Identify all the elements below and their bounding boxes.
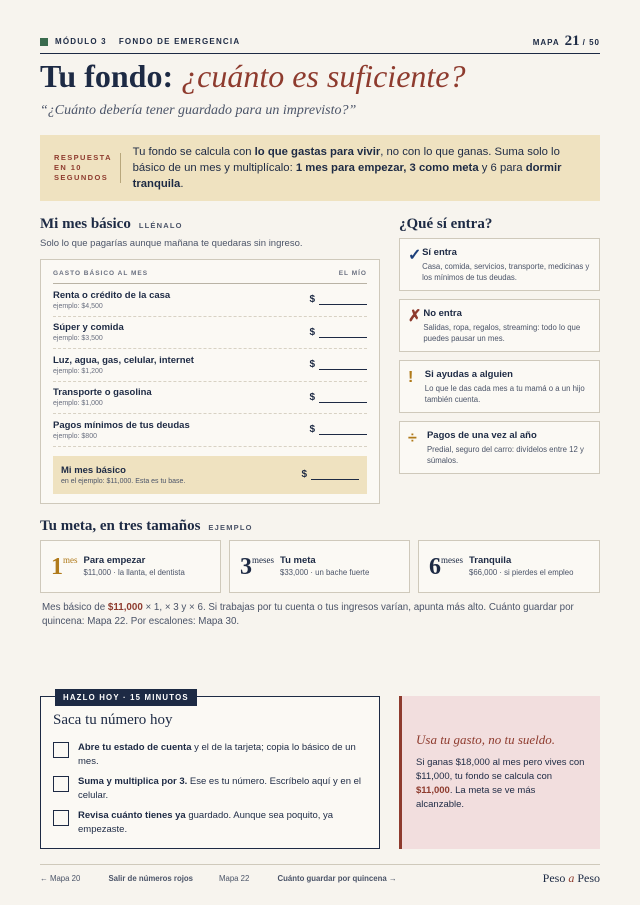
entra-card-desc: Lo que le das cada mes a tu mamá o a un hijo también cuenta. (424, 384, 585, 404)
next-map-link[interactable]: Mapa 22 Cuánto guardar por quincena → (218, 874, 397, 883)
amount-input[interactable] (309, 327, 367, 338)
currency-sign: $ (301, 469, 307, 480)
quick-answer-label: RESPUESTA EN 10 SEGUNDOS (54, 153, 121, 183)
goal-card-unit: meses (252, 555, 274, 565)
prev-map-link[interactable]: ← Mapa 20 Salir de números rojos (40, 874, 193, 883)
row-example: ejemplo: $1,000 (53, 400, 103, 408)
row-example: ejemplo: $800 (53, 432, 97, 440)
currency-sign: $ (309, 326, 315, 338)
goal-card-title: Tu meta (280, 555, 316, 566)
tip-callout (399, 696, 600, 849)
entra-card-title: Si ayudas a alguien (424, 369, 513, 380)
amount-line[interactable] (319, 424, 367, 435)
row-example: ejemplo: $4,500 (53, 302, 103, 310)
entra-card-help (399, 360, 600, 413)
checklist-item[interactable] (53, 809, 371, 837)
total-name: Mi mes básico (61, 464, 126, 476)
do-it-today-tag: HAZLO HOY · 15 MINUTOS (55, 689, 197, 706)
map-indicator (533, 33, 600, 50)
goal-card-unit: mes (63, 555, 78, 565)
entra-card-yes (399, 238, 600, 291)
checklist-text: Suma y multiplica por 3. Ese es tu número. Escríbelo aquí y en el celular. (78, 776, 362, 801)
amount-input[interactable] (309, 392, 367, 403)
amount-input[interactable] (309, 424, 367, 435)
checkbox[interactable] (53, 776, 69, 792)
title-italic: ¿cuánto es suficiente? (181, 58, 466, 94)
basic-month-subtitle: Solo lo que pagarías aunque mañana te quedaras sin ingreso. (40, 238, 303, 249)
basic-month-tag: LLÉNALO (138, 221, 183, 230)
row-name: Renta o crédito de la casa (53, 289, 171, 301)
amount-line[interactable] (311, 469, 359, 480)
goal-card-desc: $33,000 · un bache fuerte (280, 568, 370, 577)
module-square-icon (40, 38, 48, 46)
goal-card-desc: $66,000 · si pierdes el empleo (469, 568, 574, 577)
goal-card-3-months (229, 540, 410, 593)
column-header-expense: GASTO BÁSICO AL MES (53, 270, 149, 277)
goal-note: Mes básico de $11,000 × 1, × 3 y × 6. Si trabajas por tu cuenta o tus ingresos varían, apunta más alto. Cuánto guardar por quincena: Mapa 22. Por escalones: Mapa 30. (42, 602, 574, 627)
amount-line[interactable] (319, 327, 367, 338)
row-example: ejemplo: $1,200 (53, 367, 103, 375)
basic-month-title: Mi mes básico (40, 216, 131, 232)
cross-icon: ✗ (408, 308, 422, 325)
goal-card-6-months (418, 540, 600, 593)
map-number: 21 (564, 33, 580, 49)
basic-total-row (53, 456, 367, 494)
entra-card-title: Pagos de una vez al año (426, 430, 537, 441)
table-row (53, 414, 367, 447)
total-example: en el ejemplo: $11,000. Esta es tu base. (61, 477, 186, 485)
goal-card-number: 3 (240, 553, 252, 580)
checkbox[interactable] (53, 810, 69, 826)
row-example: ejemplo: $3,500 (53, 335, 103, 343)
page-footer (40, 864, 600, 886)
quick-answer-box (40, 135, 600, 201)
entra-card-title: Sí entra (422, 247, 457, 258)
goal-heading (40, 518, 253, 535)
table-row (53, 382, 367, 415)
goal-card-number: 1 (51, 553, 63, 580)
brand-logo: Peso a Peso (542, 871, 600, 885)
check-icon: ✓ (408, 247, 422, 264)
row-name: Súper y comida (53, 322, 124, 334)
page-title (40, 58, 465, 95)
goal-card-title: Para empezar (83, 555, 146, 566)
amount-line[interactable] (319, 392, 367, 403)
entra-card-desc: Predial, seguro del carro: divídelos entre 12 y súmalos. (426, 445, 584, 465)
do-it-today-title: Saca tu número hoy (53, 712, 173, 728)
table-row (53, 284, 367, 317)
goal-card-title: Tranquila (469, 555, 512, 566)
page-header (40, 34, 600, 54)
page-question: “¿Cuánto debería tener guardado para un imprevisto?” (40, 103, 357, 118)
amount-input[interactable] (309, 359, 367, 370)
basic-month-heading (40, 216, 183, 233)
goal-card-number: 6 (429, 553, 441, 580)
checklist-text: Revisa cuánto tienes ya guardado. Aunque sea poquito, ya empezaste. (78, 810, 334, 835)
table-row (53, 317, 367, 350)
goal-title: Tu meta, en tres tamaños (40, 518, 201, 534)
table-header (53, 270, 367, 284)
what-counts-heading: ¿Qué sí entra? (399, 216, 493, 232)
entra-card-yearly (399, 421, 600, 474)
checklist-item[interactable] (53, 741, 371, 769)
table-row (53, 349, 367, 382)
entra-card-no (399, 299, 600, 352)
goal-tag: EJEMPLO (208, 523, 253, 532)
basic-expenses-table (40, 259, 380, 504)
quick-answer-text: Tu fondo se calcula con lo que gastas para vivir, no con lo que ganas. Suma solo lo básico de un mes y multiplícalo: 1 mes para empezar, 3 como meta y 6 para dormir tranquila. (132, 146, 562, 190)
amount-input[interactable] (309, 294, 367, 305)
entra-card-title: No entra (423, 308, 462, 319)
tip-text: Si ganas $18,000 al mes pero vives con $11,000, tu fondo se calcula con $11,000. La meta se ve más alcanzable. (416, 757, 585, 810)
row-name: Transporte o gasolina (53, 387, 152, 399)
exclamation-icon: ! (408, 369, 414, 386)
entra-card-desc: Casa, comida, servicios, transporte, medicinas y los mínimos de tus deudas. (422, 262, 590, 282)
goal-card-1-month (40, 540, 221, 593)
currency-sign: $ (309, 424, 315, 436)
checkbox[interactable] (53, 742, 69, 758)
goal-card-unit: meses (441, 555, 463, 565)
total-input[interactable] (301, 469, 359, 480)
column-header-mine: EL MÍO (338, 270, 367, 277)
amount-line[interactable] (319, 359, 367, 370)
currency-sign: $ (309, 359, 315, 371)
module-label (40, 37, 240, 46)
row-name: Pagos mínimos de tus deudas (53, 419, 190, 431)
module-section: FONDO DE EMERGENCIA (118, 37, 241, 46)
goal-card-desc: $11,000 · la llanta, el dentista (83, 568, 185, 577)
currency-sign: $ (309, 294, 315, 306)
row-name: Luz, agua, gas, celular, internet (53, 354, 194, 366)
currency-sign: $ (309, 391, 315, 403)
amount-line[interactable] (319, 294, 367, 305)
checklist-item[interactable] (53, 775, 371, 803)
title-main: Tu fondo: (40, 58, 174, 94)
tip-title: Usa tu gasto, no tu sueldo. (416, 732, 556, 747)
do-it-today-box (40, 693, 380, 849)
checklist-text: Abre tu estado de cuenta y el de la tarjeta; copia lo básico de un mes. (78, 742, 356, 767)
divide-icon: ÷ (408, 430, 417, 447)
entra-card-desc: Salidas, ropa, regalos, streaming: todo lo que puedes pausar un mes. (423, 323, 581, 343)
map-total: / 50 (582, 38, 600, 47)
module-number: MÓDULO 3 (55, 37, 107, 46)
map-label: MAPA (532, 38, 560, 47)
